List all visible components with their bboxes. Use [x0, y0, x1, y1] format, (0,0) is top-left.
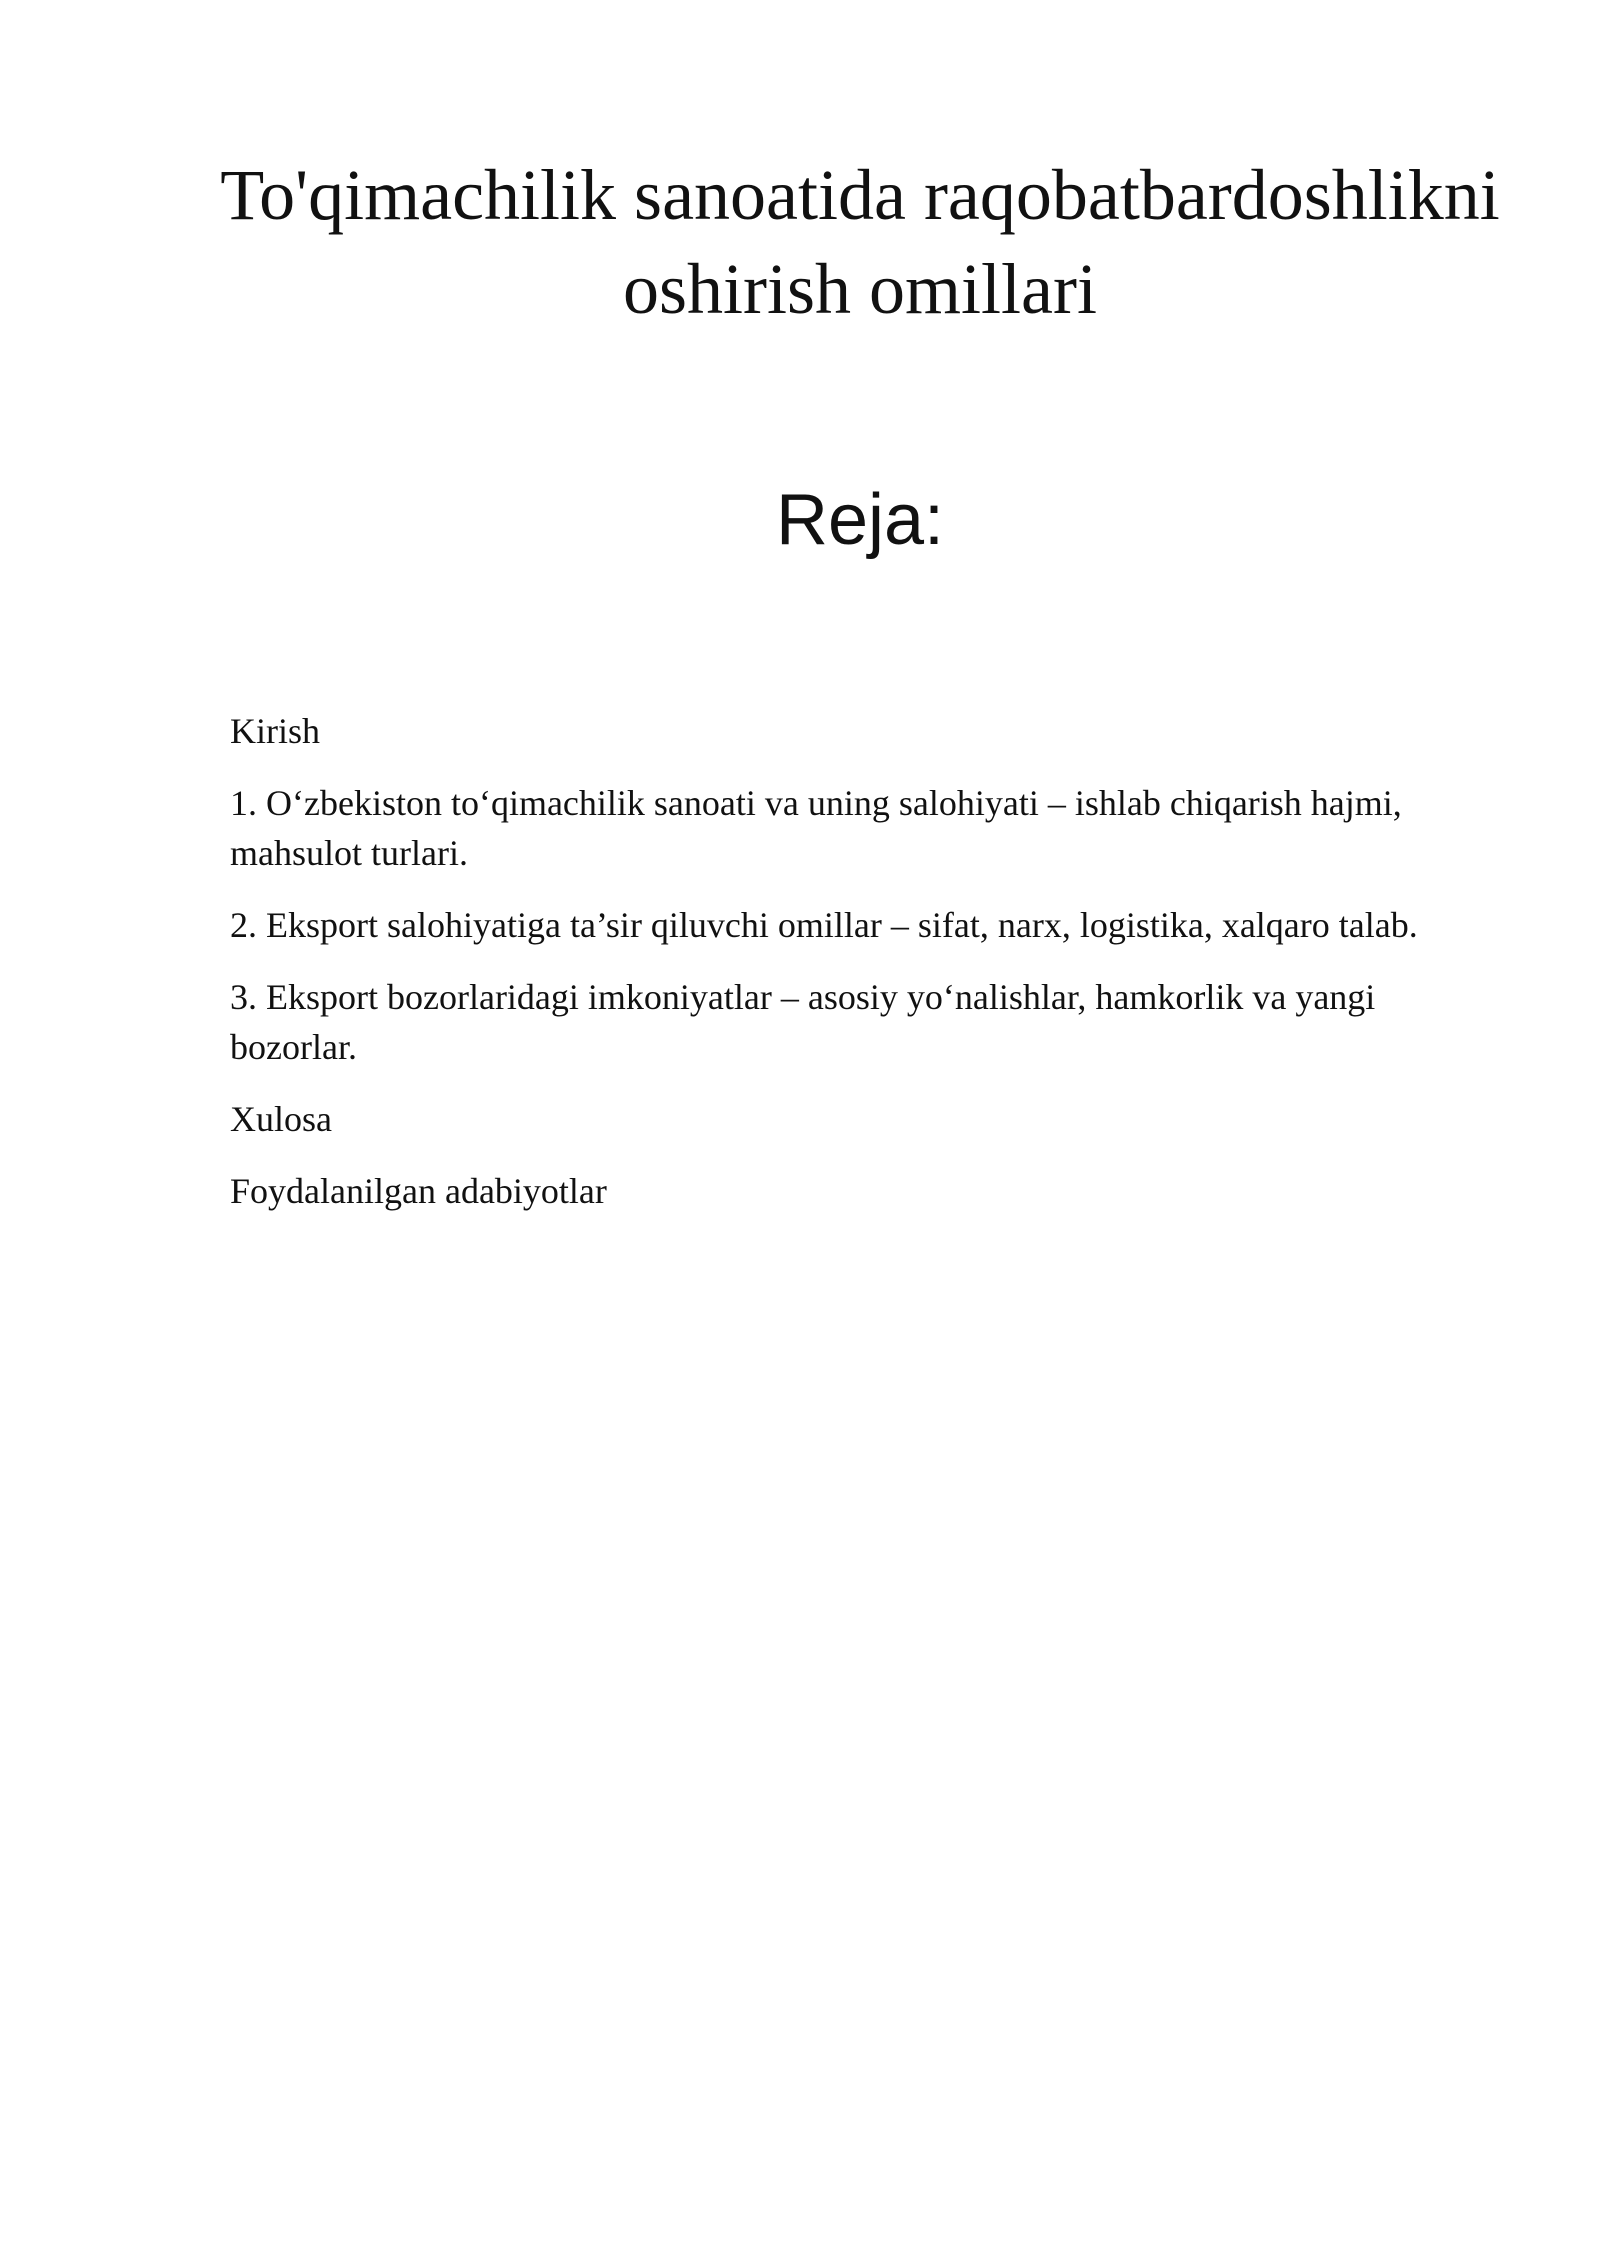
plan-item-references: Foydalanilgan adabiyotlar: [230, 1171, 607, 1211]
plan-item-2: 2. Eksport salohiyatiga ta’sir qiluvchi omillar – sifat, narx, logistika, xalqaro talab.: [230, 905, 1418, 945]
document-title: To'qimachilik sanoatida raqobatbardoshlikni oshirish omillari: [220, 155, 1500, 329]
plan-item-3: 3. Eksport bozorlaridagi imkoniyatlar – asosiy yo‘nalishlar, hamkorlik va yangi bozorlar.: [230, 977, 1376, 1067]
plan-item-1: 1. O‘zbekiston to‘qimachilik sanoati va uning salohiyati – ishlab chiqarish hajmi, mahsulot turlari.: [230, 783, 1402, 873]
plan-heading: Reja:: [775, 480, 945, 560]
plan-item-intro: Kirish: [230, 711, 320, 751]
plan-item-conclusion: Xulosa: [230, 1099, 332, 1139]
plan-list: [230, 706, 1500, 1238]
